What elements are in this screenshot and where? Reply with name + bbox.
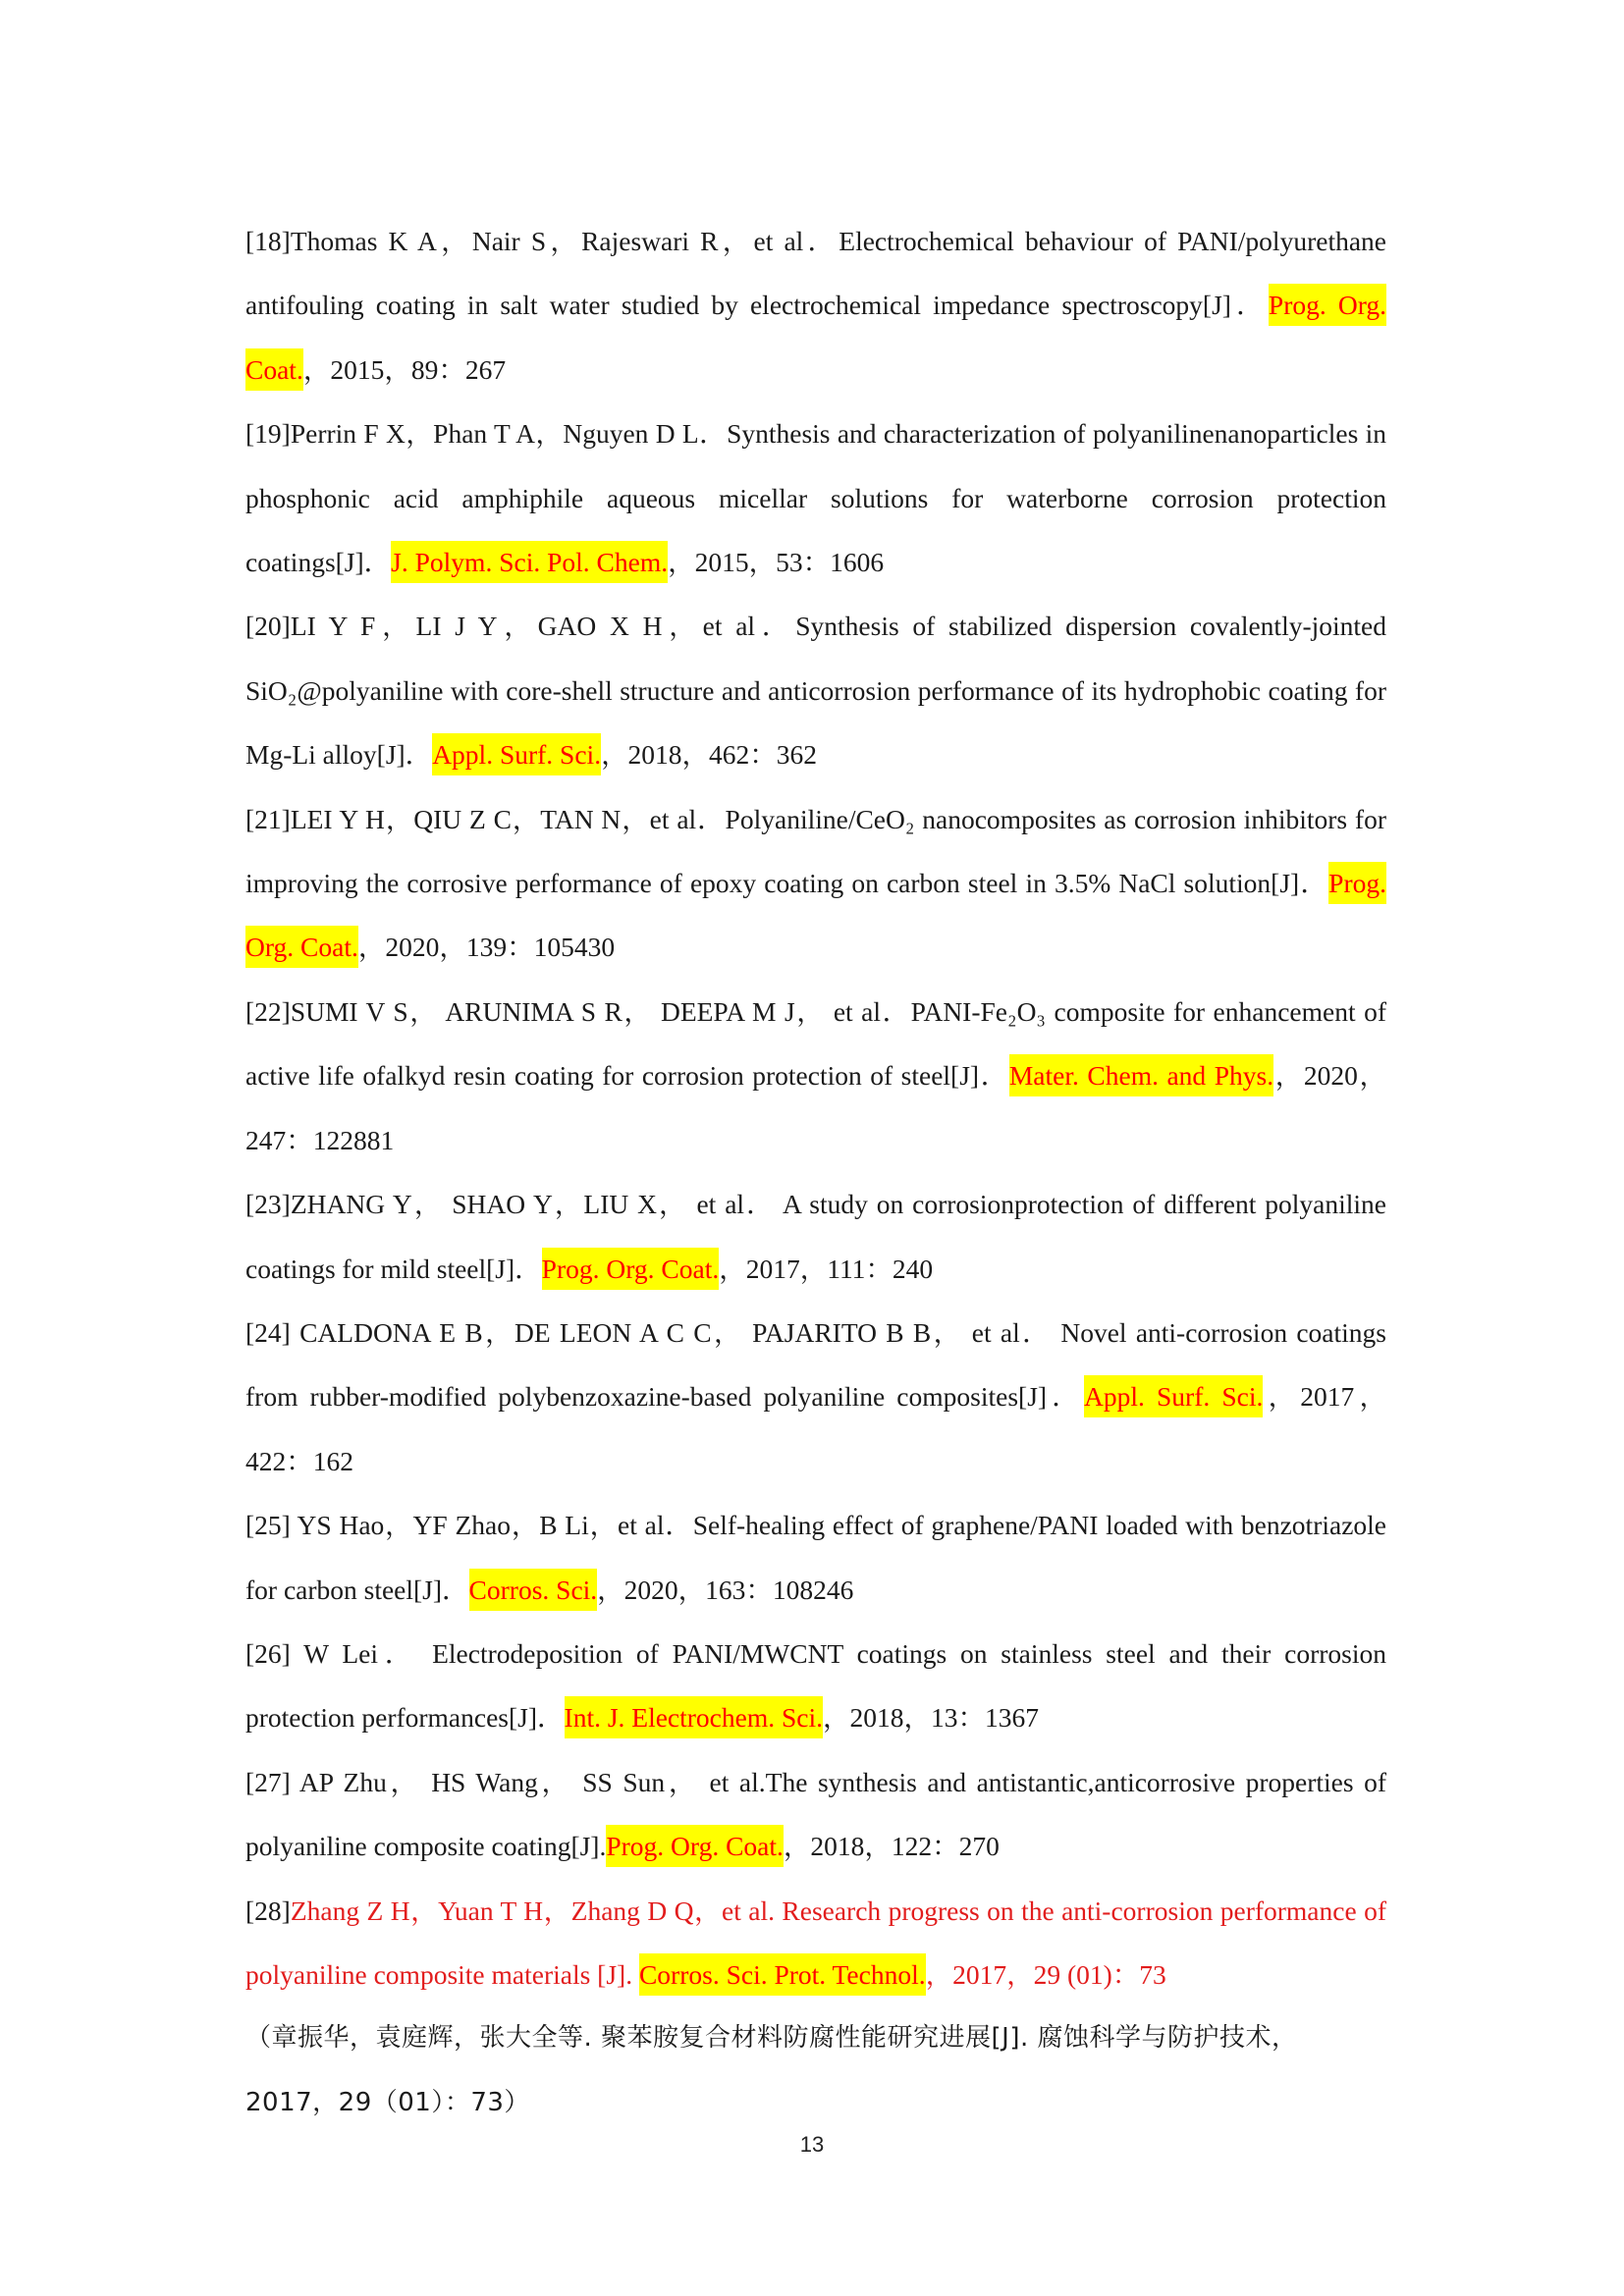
reference-text: [23]ZHANG Y， SHAO Y，LIU X， et al． A study on corrosionprotection of different polyaniline coatings for mild steel[J]．: [245, 1189, 1386, 1284]
reference-citation: ，2017，111：240: [719, 1253, 934, 1284]
reference-citation: ，2018，462：362: [601, 739, 818, 771]
journal-highlight: Int. J. Electrochem. Sci.: [565, 1696, 823, 1738]
reference-26: [245, 1622, 1386, 1750]
reference-text: Zhang Z H，Yuan T H，Zhang D Q，et al. Research progress on the anti-corrosion performance of polyaniline composite materials [J].: [245, 1895, 1386, 1990]
journal-highlight: Corros. Sci.: [469, 1569, 598, 1611]
reference-number: [28]: [245, 1895, 291, 1926]
reference-text: [27] AP Zhu， HS Wang， SS Sun， et al.The synthesis and antistantic,anticorrosive properties of polyaniline composite coating[J].: [245, 1766, 1386, 1862]
reference-citation: ，2018，13：1367: [823, 1702, 1039, 1734]
chinese-citation-text: （章振华，袁庭辉，张大全等. 聚苯胺复合材料防腐性能研究进展[J]. 腐蚀科学与防护技术，: [245, 2023, 1298, 2054]
reference-citation: ，2018，122：270: [783, 1831, 1000, 1862]
journal-highlight: Mater. Chem. and Phys.: [1009, 1054, 1273, 1096]
reference-text: [24] CALDONA E B，DE LEON A C C， PAJARITO B B， et al． Novel anti-corrosion coatings from rubber-modified polybenzoxazine-based polyaniline composites[J]．: [245, 1316, 1386, 1413]
reference-text: [25] YS Hao，YF Zhao，B Li，et al．Self-healing effect of graphene/PANI loaded with benzotriazole for carbon steel[J]．: [245, 1510, 1386, 1605]
reference-28: [245, 1879, 1386, 2007]
journal-highlight: Prog. Org. Coat.: [542, 1248, 720, 1290]
reference-citation: ，2015，53：1606: [668, 547, 885, 578]
reference-24: [245, 1301, 1386, 1493]
reference-text: [19]Perrin F X，Phan T A，Nguyen D L．Synthesis and characterization of polyanilinenanoparticles in phosphonic acid amphiphile aqueous micellar solutions for waterborne corrosion protection coatings[J]．: [245, 418, 1386, 578]
reference-citation: ，2017，29 (01)：73: [925, 1958, 1166, 1990]
reference-citation: ，2015，89：267: [302, 353, 507, 385]
reference-text: [26] W Lei． Electrodeposition of PANI/MWCNT coatings on stainless steel and their corrosion protection performances[J]．: [245, 1637, 1386, 1734]
reference-20: [245, 594, 1386, 786]
reference-text: [18]Thomas K A，Nair S，Rajeswari R，et al．Electrochemical behaviour of PANI/polyurethane antifouling coating in salt water studied by electrochemical impedance spectroscopy[J]．: [245, 226, 1386, 321]
reference-citation: ，2020，139：105430: [357, 932, 616, 963]
reference-27: [245, 1750, 1386, 1879]
journal-highlight: Appl. Surf. Sci.: [1084, 1375, 1263, 1417]
reference-25: [245, 1493, 1386, 1622]
reference-22: [245, 980, 1386, 1172]
journal-highlight: J. Polym. Sci. Pol. Chem.: [391, 541, 668, 583]
reference-28-chinese-end: [245, 2071, 1386, 2135]
journal-highlight: Prog. Org. Coat.: [245, 862, 1386, 968]
page-number: 13: [799, 2132, 825, 2157]
reference-text: [21]LEI Y H，QIU Z C，TAN N，et al．Polyaniline/CeO₂ nanocomposites as corrosion inhibitors for improving the corrosive performance of epoxy coating on carbon steel in 3.5% NaCl solution[J]．: [245, 803, 1386, 899]
reference-citation: ，2020，163：108246: [597, 1574, 854, 1605]
journal-highlight: Corros. Sci. Prot. Technol.: [639, 1953, 926, 1996]
journal-highlight: Prog. Org. Coat.: [606, 1825, 784, 1867]
journal-highlight: Prog. Org. Coat.: [245, 284, 1386, 390]
reference-citation: ，2017，422：162: [245, 1381, 1387, 1476]
reference-21: [245, 787, 1386, 980]
reference-28-chinese: [245, 2006, 1386, 2070]
reference-23: [245, 1172, 1386, 1301]
reference-list: [245, 209, 1386, 2135]
reference-text: [22]SUMI V S， ARUNIMA S R， DEEPA M J， et al．PANI-Fe₂O₃ composite for enhancement of active life ofalkyd resin coating for corrosion protection of steel[J]．: [245, 995, 1386, 1092]
reference-citation: ，2020，247：122881: [245, 1060, 1386, 1155]
reference-18: [245, 209, 1386, 401]
reference-19: [245, 401, 1386, 594]
journal-highlight: Appl. Surf. Sci.: [432, 733, 601, 775]
chinese-citation-end: 2017，29（01）：73）: [245, 2087, 530, 2117]
reference-text: [20]LI Y F，LI J Y，GAO X H，et al．Synthesis of stabilized dispersion covalently-jointed SiO₂@polyaniline with core-shell structure and anticorrosion performance of its hydrophobic coating for Mg-Li alloy[J]．: [245, 611, 1386, 771]
